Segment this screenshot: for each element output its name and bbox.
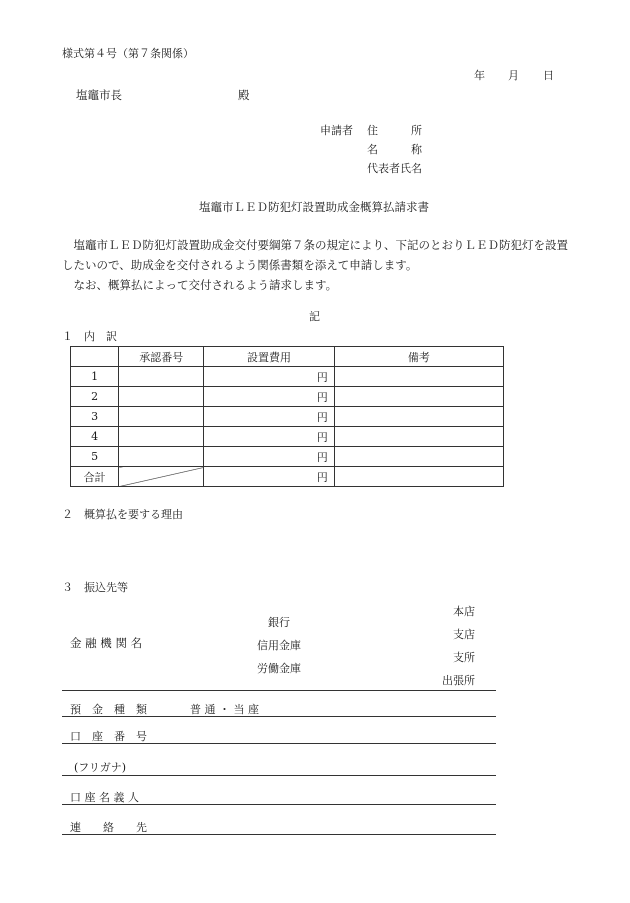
- approval-number-cell[interactable]: [119, 367, 204, 387]
- account-holder-label: 口 座 名 義 人: [70, 791, 139, 804]
- date-month-label: 月: [508, 69, 519, 82]
- cost-cell[interactable]: 円: [204, 407, 334, 427]
- row-number: 5: [71, 447, 119, 467]
- breakdown-table: [70, 346, 504, 487]
- total-cost-cell[interactable]: 円: [204, 467, 334, 487]
- bank-type-rokin: 労働金庫: [257, 662, 301, 675]
- cost-cell[interactable]: 円: [204, 387, 334, 407]
- column-header-installation-cost: 設置費用: [204, 347, 334, 367]
- date-day-label: 日: [543, 69, 554, 82]
- institution-name-label: 金 融 機 関 名: [70, 636, 143, 650]
- column-header-approval-number: 承認番号: [119, 347, 204, 367]
- honorific: 殿: [238, 88, 250, 102]
- branch-type-head-office: 本店: [453, 605, 475, 618]
- remarks-cell[interactable]: [334, 407, 503, 427]
- form-number: 様式第４号（第７条関係）: [62, 47, 194, 60]
- row-number: 4: [71, 427, 119, 447]
- ki-label: 記: [309, 310, 320, 323]
- cost-cell[interactable]: 円: [204, 367, 334, 387]
- table-row: [71, 407, 504, 427]
- cost-cell[interactable]: 円: [204, 427, 334, 447]
- branch-type-agency: 出張所: [442, 674, 475, 687]
- divider: [62, 834, 496, 835]
- column-header-remarks: 備考: [334, 347, 503, 367]
- account-number-label: 口 座 番 号: [70, 730, 147, 743]
- contact-label: 連 絡 先: [70, 821, 147, 834]
- approval-number-cell[interactable]: [119, 407, 204, 427]
- date-year-label: 年: [474, 69, 485, 82]
- total-remarks-cell[interactable]: [334, 467, 503, 487]
- bank-type-shinkin: 信用金庫: [257, 639, 301, 652]
- applicant-name-label: 名 称: [367, 143, 422, 156]
- body-paragraph-2: なお、概算払によって交付されるよう請求します。: [62, 278, 338, 292]
- table-row: [71, 367, 504, 387]
- divider: [62, 743, 496, 744]
- remarks-cell[interactable]: [334, 447, 503, 467]
- approval-number-cell[interactable]: [119, 427, 204, 447]
- row-number: 2: [71, 387, 119, 407]
- transfer-heading: ３ 振込先等: [62, 581, 128, 594]
- remarks-cell[interactable]: [334, 387, 503, 407]
- row-number: 1: [71, 367, 119, 387]
- addressee: 塩竈市長: [76, 88, 122, 102]
- total-label: 合計: [71, 467, 119, 487]
- divider: [62, 804, 496, 805]
- branch-type-sub-branch: 支所: [453, 651, 475, 664]
- divider: [62, 716, 496, 717]
- approval-number-cell[interactable]: [119, 387, 204, 407]
- deposit-type-label: 預 金 種 類: [70, 703, 147, 716]
- applicant-representative-label: 代表者氏名: [367, 162, 422, 175]
- column-header-no: [71, 347, 119, 367]
- table-header-row: [71, 347, 504, 367]
- remarks-cell[interactable]: [334, 367, 503, 387]
- branch-type-branch: 支店: [453, 628, 475, 641]
- document-title: 塩竈市ＬＥＤ防犯灯設置助成金概算払請求書: [199, 200, 429, 214]
- total-diagonal-cell: [119, 467, 204, 487]
- furigana-label: (フリガナ): [74, 761, 127, 774]
- body-paragraph-1: 塩竈市ＬＥＤ防犯灯設置助成金交付要綱第７条の規定により、下記のとおりＬＥＤ防犯灯を設置したいので、助成金を交付されるよう関係書類を添えて申請します。: [62, 238, 568, 272]
- table-row: [71, 387, 504, 407]
- bank-type-bank: 銀行: [268, 616, 290, 629]
- deposit-type-options[interactable]: 普 通 ・ 当 座: [190, 703, 259, 716]
- row-number: 3: [71, 407, 119, 427]
- table-row: [71, 427, 504, 447]
- remarks-cell[interactable]: [334, 427, 503, 447]
- applicant-address-label: 住 所: [367, 124, 422, 137]
- approval-number-cell[interactable]: [119, 447, 204, 467]
- divider: [62, 775, 496, 776]
- table-total-row: [71, 467, 504, 487]
- table-row: [71, 447, 504, 467]
- applicant-label: 申請者: [320, 124, 353, 137]
- breakdown-heading: １ 内 訳: [62, 330, 117, 343]
- divider: [62, 690, 496, 691]
- cost-cell[interactable]: 円: [204, 447, 334, 467]
- reason-heading: ２ 概算払を要する理由: [62, 508, 183, 521]
